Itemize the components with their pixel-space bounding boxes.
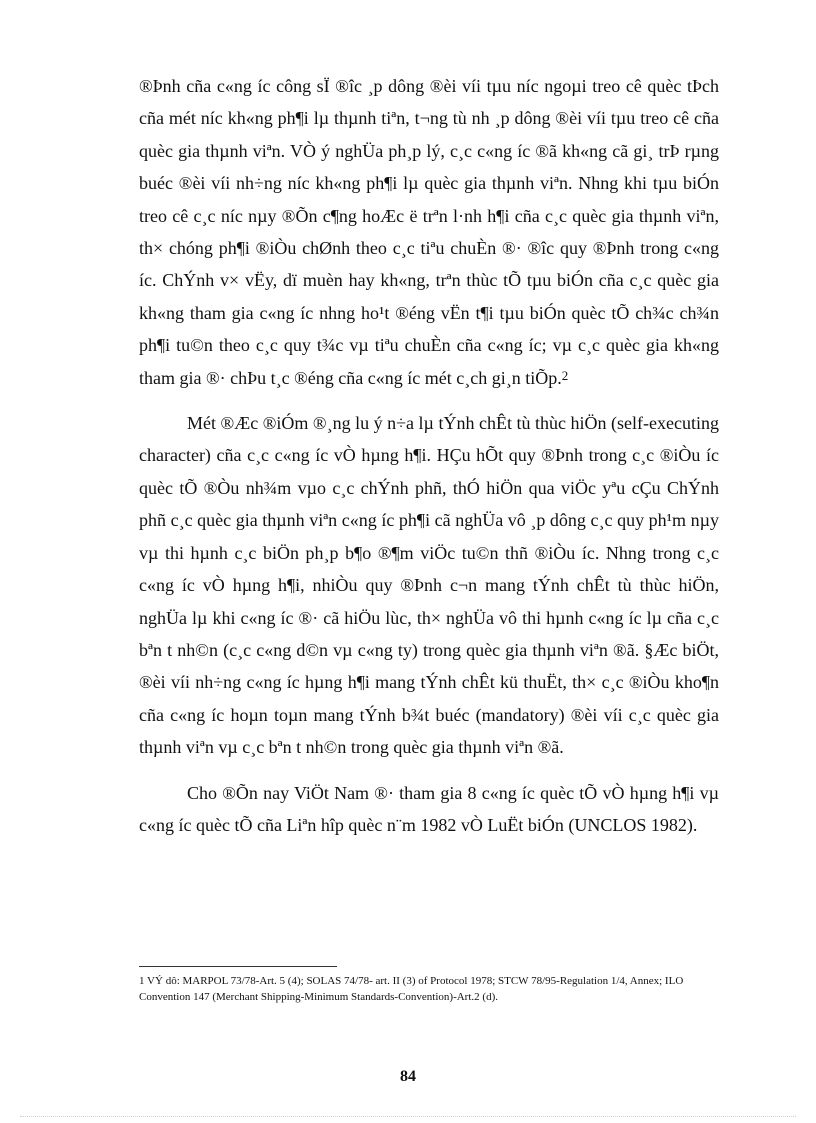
page-edge-divider xyxy=(20,1116,796,1117)
footnote-reference: 2 xyxy=(561,367,569,383)
body-text xyxy=(139,70,719,841)
footnote-divider xyxy=(139,966,337,967)
paragraph-1-text: ®Þnh cña c«ng íc công sÏ ®îc ¸p dông ®èi víi tµu níc ngoµi treo cê quèc tÞch cña mét níc kh«ng ph¶i lµ thµnh tiªn, t¬ng tù nh ¸p dông ®èi víi tµu treo cê cña quèc gia thµnh viªn. VÒ ý nghÜa ph¸p lý, c¸c c«ng íc ®ã kh«ng cã gi¸ trÞ rµng buéc ®èi víi nh÷ng níc kh«ng ph¶i lµ quèc gia thµnh viªn. Nhng khi tµu biÓn treo cê c¸c níc nµy ®Õn c¶ng hoÆc ë trªn l·nh h¶i cña c¸c quèc gia thµnh viªn, th× chóng ph¶i ®iÒu chØnh theo c¸c tiªu chuÈn ®· ®îc quy ®Þnh trong c«ng íc. ChÝnh v× vËy, dï muèn hay kh«ng, trªn thùc tÕ tµu biÓn cña c¸c quèc gia kh«ng tham gia c«ng íc nhng ho¹t ®éng vËn t¶i tµu biÓn quèc tÕ ch¾c ch¾n ph¶i tu©n theo c¸c quy t¾c vµ tiªu chuÈn cña c«ng íc; vµ c¸c quèc gia kh«ng tham gia ®· chÞu t¸c ®éng cña c«ng íc mét c¸ch gi¸n tiÕp. xyxy=(139,76,719,388)
paragraph-3: Cho ®Õn nay ViÖt Nam ®· tham gia 8 c«ng íc quèc tÕ vÒ hµng h¶i vµ c«ng íc quèc tÕ cña Liªn hîp quèc n¨m 1982 vÒ LuËt biÓn (UNCLOS 1982). xyxy=(139,782,719,835)
paragraph-2: Mét ®Æc ®iÓm ®¸ng lu ý n÷a lµ tÝnh chÊt tù thùc hiÖn (self-executing character) cña c¸c c«ng íc vÒ hµng h¶i. HÇu hÕt quy ®Þnh trong c¸c ®iÒu íc quèc tÕ ®Òu nh¾m vµo c¸c chÝnh phñ, thÓ hiÖn qua viÖc yªu cÇu ChÝnh phñ c¸c quèc gia thµnh viªn c«ng íc ph¶i cã nghÜa vô ¸p dông c¸c quy ph¹m nµy vµ thi hµnh c¸c biÖn ph¸p b¶o ®¶m viÖc tu©n thñ ®iÒu íc. Nhng trong c¸c c«ng íc vÒ hµng h¶i, nhiÒu quy ®Þnh c¬n mang tÝnh chÊt tù thùc hiÖn, nghÜa lµ khi c«ng íc ®· cã hiÖu lùc, th× nghÜa vô thi hµnh c«ng íc lµ cña c¸c bªn t nh©n (c¸c c«ng d©n vµ c«ng ty) trong quèc gia thµnh viªn ®ã. §Æc biÖt, ®èi víi nh÷ng c«ng íc hµng h¶i mang tÝnh chÊt kü thuËt, th× c¸c ®iÒu kho¶n cña c«ng íc hoµn toµn mang tÝnh b¾t buéc (mandatory) ®èi víi c¸c quèc gia thµnh viªn vµ c¸c bªn t nh©n trong quèc gia thµnh viªn ®ã. xyxy=(139,413,719,758)
footnote: 1 VÝ dô: MARPOL 73/78-Art. 5 (4); SOLAS 74/78- art. II (3) of Protocol 1978; STCW 78/95-Regulation 1/4, Annex; ILO Convention 147 (Merchant Shipping-Minimum Standards-Convention)-Art.2 (d). xyxy=(139,975,684,1003)
page-number: 84 xyxy=(400,1068,416,1085)
paragraph-1 xyxy=(139,70,719,394)
